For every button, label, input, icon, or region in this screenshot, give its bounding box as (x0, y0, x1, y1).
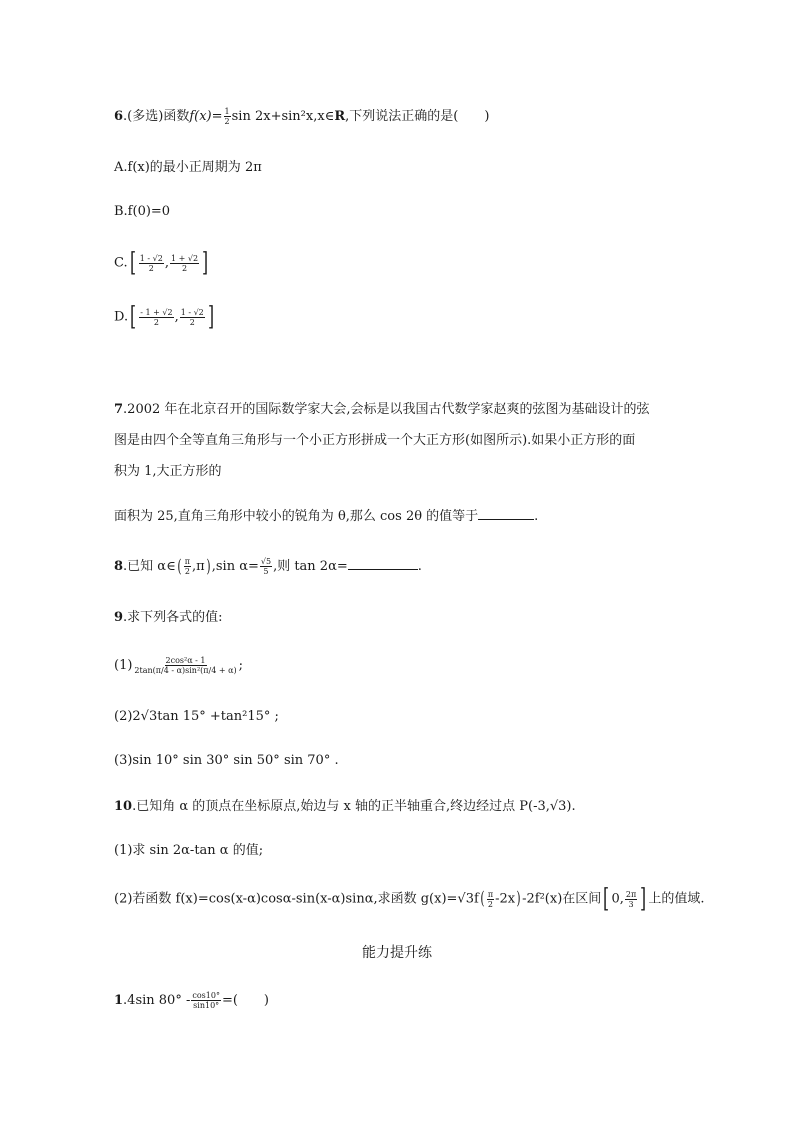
right-bracket-icon: ] (640, 884, 647, 914)
q6-real-set: R (334, 109, 346, 124)
q6-option-d: D.[ $\frac{- 1 + √2}{2}$ , $\frac{1 - √2}{2}$ ] (114, 302, 214, 332)
q10-part-1: (1)求 sin 2α-tan α 的值; (114, 843, 264, 858)
q6-option-a: A.f(x)的最小正周期为 2π (114, 160, 262, 175)
answer-blank[interactable] (348, 557, 418, 570)
q6-stem-b: sin 2x+sin²x,x∈ (231, 109, 335, 124)
left-bracket-icon: [ (129, 248, 136, 278)
q9-part-2: (2)2√3tan 15° +tan²15° ; (114, 709, 279, 724)
q6-tag: .(多选) (123, 109, 164, 124)
right-bracket-icon: ] (202, 248, 209, 278)
answer-blank[interactable] (478, 507, 534, 520)
q9-title: 9.求下列各式的值: (114, 610, 223, 625)
q8-stem: 8.已知 α∈( $\frac{\pi}{2}$ ,π),sin α= $\frac{√5}{5}$ ,则 tan 2α= . (114, 555, 422, 577)
q6-stem-a: 函数 (163, 109, 190, 124)
q6-stem (114, 107, 489, 127)
q6-stem-c: ,下列说法正确的是( ) (345, 109, 490, 124)
q6-half-fraction: $\frac{1}{2}$ (224, 107, 230, 126)
q7-line-1: 7.2002 年在北京召开的国际数学家大会,会标是以我国古代数学家赵爽的弦图为基础设计的弦 (114, 402, 650, 417)
q10-part-2: (2)若函数 f(x)=cos(x-α)cosα-sin(x-α)sinα,求函数 g(x)=√3f( $\frac{\pi}{2}$ -2x)-2f²(x)在区间[ 0, $\frac{2\pi}{3}$ ] 上的值域. (114, 884, 705, 914)
q10-stem: 10.已知角 α 的顶点在坐标原点,始边与 x 轴的正半轴重合,终边经过点 P(-3,√3). (114, 799, 576, 814)
section-title: 能力提升练 (362, 945, 432, 961)
q6-number: 6 (114, 109, 124, 124)
right-bracket-icon: ] (207, 302, 214, 332)
q6-func: f(x) (189, 109, 212, 124)
q9-part-3: (3)sin 10° sin 30° sin 50° sin 70° . (114, 753, 339, 768)
q9-part-1: (1) $\frac{\text{2cos²α - 1}}{\text{2tan(π/4 - α)sin²(π/4 + α)}}$ ; (114, 656, 244, 675)
left-bracket-icon: [ (603, 884, 610, 914)
q7-line-3: 积为 1,大正方形的 (114, 464, 222, 479)
q6-option-c: C.[ $\frac{1 - √2}{2}$ , $\frac{1 + √2}{2}$ ] (114, 248, 209, 278)
q7-line-2: 图是由四个全等直角三角形与一个小正方形拼成一个大正方形(如图所示).如果小正方形的面 (114, 433, 636, 448)
left-bracket-icon: [ (130, 302, 137, 332)
q7-line-4: 面积为 25,直角三角形中较小的锐角为 θ,那么 cos 2θ 的值等于 . (114, 509, 539, 524)
q6-option-b: B.f(0)=0 (114, 204, 171, 219)
q1-stem: 1.4sin 80° - $\frac{\cos 10^\circ}{\sin 10^\circ}$ =( ) (114, 991, 269, 1010)
q6-eq: = (211, 109, 223, 124)
